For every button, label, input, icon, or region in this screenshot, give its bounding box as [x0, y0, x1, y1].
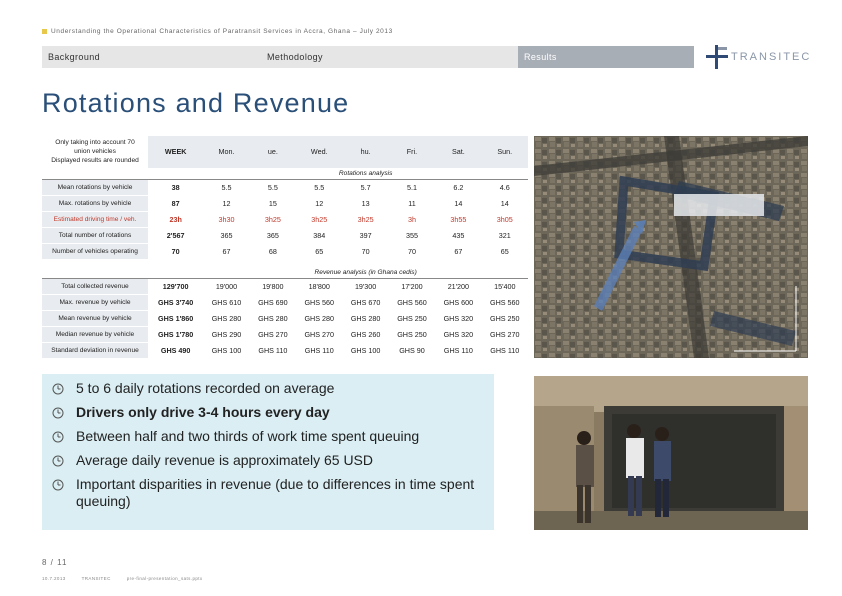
day-value: 15'400	[482, 278, 528, 294]
bullet-item	[52, 476, 484, 510]
week-value: GHS 1'860	[148, 310, 203, 326]
day-value: 365	[203, 227, 249, 243]
day-value: 19'300	[342, 278, 388, 294]
day-value: GHS 280	[296, 310, 342, 326]
table-note-line: union vehicles	[74, 148, 116, 156]
day-value: GHS 250	[389, 326, 435, 342]
street-photo	[534, 376, 808, 530]
day-value: GHS 560	[482, 294, 528, 310]
day-value: 3h25	[250, 211, 296, 227]
day-value: GHS 110	[482, 342, 528, 358]
bullet-item	[52, 452, 484, 469]
table-section-row	[42, 267, 528, 278]
bullet-text: Average daily revenue is approximately 65 USD	[76, 452, 374, 468]
day-value: GHS 560	[389, 294, 435, 310]
aerial-map-image	[534, 136, 808, 358]
day-value: GHS 560	[296, 294, 342, 310]
day-value: 321	[482, 227, 528, 243]
document-title-text: Understanding the Operational Characteristics of Paratransit Services in Accra, Ghana – July 2013	[51, 28, 393, 35]
section-title: Revenue analysis (in Ghana cedis)	[203, 267, 528, 278]
page-title: Rotations and Revenue	[42, 88, 350, 118]
bullet-item	[52, 380, 484, 397]
day-value: 3h30	[203, 211, 249, 227]
section-spacer	[42, 168, 148, 179]
row-label: Standard deviation in revenue	[42, 342, 148, 358]
day-value: GHS 110	[296, 342, 342, 358]
week-value: 23h	[148, 211, 203, 227]
day-value: 384	[296, 227, 342, 243]
table-note-line: Displayed results are rounded	[51, 157, 139, 165]
table-spacer-row	[42, 259, 528, 267]
day-value: GHS 270	[482, 326, 528, 342]
column-header: Mon.	[203, 136, 249, 168]
row-label: Median revenue by vehicle	[42, 326, 148, 342]
table-row	[42, 243, 528, 259]
day-value: 3h05	[482, 211, 528, 227]
day-value: 13	[342, 195, 388, 211]
column-header: hu.	[342, 136, 388, 168]
week-value: 87	[148, 195, 203, 211]
week-value: 38	[148, 179, 203, 195]
day-value: 3h55	[435, 211, 481, 227]
doc-title-marker-icon	[42, 29, 47, 34]
row-label: Total number of rotations	[42, 227, 148, 243]
footer-filename: pre-final-presentation_sats.pptx	[126, 576, 203, 581]
day-value: GHS 250	[389, 310, 435, 326]
day-value: 14	[435, 195, 481, 211]
day-value: 65	[296, 243, 342, 259]
table-header-row	[42, 136, 528, 168]
bullet-clock-icon	[52, 431, 64, 443]
day-value: GHS 290	[203, 326, 249, 342]
table-row	[42, 326, 528, 342]
day-value: 5.5	[250, 179, 296, 195]
day-value: 5.5	[296, 179, 342, 195]
day-value: GHS 100	[203, 342, 249, 358]
table-row	[42, 294, 528, 310]
section-spacer	[148, 267, 203, 278]
day-value: 12	[203, 195, 249, 211]
row-label: Mean rotations by vehicle	[42, 179, 148, 195]
day-value: GHS 110	[435, 342, 481, 358]
column-header: WEEK	[148, 136, 203, 168]
footer-company: TRANSITEC	[81, 576, 111, 581]
day-value: 21'200	[435, 278, 481, 294]
tab-background[interactable]: Background	[42, 46, 212, 68]
day-value: 11	[389, 195, 435, 211]
day-value: GHS 270	[296, 326, 342, 342]
bullet-item	[52, 404, 484, 421]
footer	[42, 576, 203, 581]
section-title: Rotations analysis	[203, 168, 528, 179]
transitec-logo-icon	[706, 45, 728, 69]
section-tabs	[42, 46, 694, 68]
day-value: 14	[482, 195, 528, 211]
day-value: GHS 280	[203, 310, 249, 326]
key-findings-box	[42, 374, 494, 530]
section-spacer	[148, 168, 203, 179]
day-value: 19'800	[250, 278, 296, 294]
day-value: 6.2	[435, 179, 481, 195]
day-value: 5.7	[342, 179, 388, 195]
day-value: GHS 100	[342, 342, 388, 358]
week-value: 2'567	[148, 227, 203, 243]
street-photo-image	[534, 376, 808, 530]
week-value: GHS 3'740	[148, 294, 203, 310]
bullet-item	[52, 428, 484, 445]
bullet-clock-icon	[52, 455, 64, 467]
column-header: Fri.	[389, 136, 435, 168]
day-value: 4.6	[482, 179, 528, 195]
spacer-cell	[42, 259, 528, 267]
bullet-text: Important disparities in revenue (due to differences in time spent queuing)	[76, 476, 475, 509]
column-header: Sun.	[482, 136, 528, 168]
page-number: 8 / 11	[42, 558, 68, 567]
bullet-text: Drivers only drive 3-4 hours every day	[76, 404, 330, 420]
footer-date: 10.7.2013	[42, 576, 66, 581]
day-value: GHS 280	[250, 310, 296, 326]
day-value: 3h25	[296, 211, 342, 227]
table-section-row	[42, 168, 528, 179]
transitec-logo	[706, 42, 816, 72]
logo-text: TRANSITEC	[731, 51, 812, 63]
day-value: 355	[389, 227, 435, 243]
table-note-line: Only taking into account 70	[55, 139, 135, 147]
table-row	[42, 195, 528, 211]
day-value: 65	[482, 243, 528, 259]
bullet-clock-icon	[52, 383, 64, 395]
row-label: Max. rotations by vehicle	[42, 195, 148, 211]
table-row	[42, 211, 528, 227]
day-value: 70	[342, 243, 388, 259]
bullet-clock-icon	[52, 479, 64, 491]
document-title	[42, 28, 393, 35]
data-table	[42, 136, 528, 359]
day-value: GHS 280	[342, 310, 388, 326]
day-value: 397	[342, 227, 388, 243]
bullet-text: Between half and two thirds of work time spent queuing	[76, 428, 420, 444]
day-value: GHS 320	[435, 310, 481, 326]
day-value: 19'000	[203, 278, 249, 294]
row-label: Max. revenue by vehicle	[42, 294, 148, 310]
bullet-text: 5 to 6 daily rotations recorded on average	[76, 380, 335, 396]
day-value: GHS 260	[342, 326, 388, 342]
day-value: 5.1	[389, 179, 435, 195]
day-value: GHS 110	[250, 342, 296, 358]
table-row	[42, 179, 528, 195]
aerial-map-photo	[534, 136, 808, 358]
day-value: 3h25	[342, 211, 388, 227]
tab-methodology[interactable]: Methodology	[212, 46, 518, 68]
week-value: GHS 490	[148, 342, 203, 358]
day-value: 15	[250, 195, 296, 211]
day-value: 12	[296, 195, 342, 211]
day-value: GHS 250	[482, 310, 528, 326]
day-value: 70	[389, 243, 435, 259]
day-value: GHS 320	[435, 326, 481, 342]
day-value: GHS 670	[342, 294, 388, 310]
row-label: Total collected revenue	[42, 278, 148, 294]
table-row	[42, 342, 528, 358]
table-note	[42, 136, 148, 168]
tab-results[interactable]: Results	[518, 46, 694, 68]
day-value: 365	[250, 227, 296, 243]
table-row	[42, 227, 528, 243]
week-value: 70	[148, 243, 203, 259]
day-value: 67	[203, 243, 249, 259]
column-header: ue.	[250, 136, 296, 168]
rotations-revenue-table	[42, 136, 528, 368]
week-value: 129'700	[148, 278, 203, 294]
section-spacer	[42, 267, 148, 278]
day-value: 17'200	[389, 278, 435, 294]
row-label: Number of vehicles operating	[42, 243, 148, 259]
day-value: GHS 600	[435, 294, 481, 310]
column-header: Sat.	[435, 136, 481, 168]
row-label: Estimated driving time / veh.	[42, 211, 148, 227]
row-label: Mean revenue by vehicle	[42, 310, 148, 326]
day-value: GHS 690	[250, 294, 296, 310]
day-value: 68	[250, 243, 296, 259]
table-row	[42, 278, 528, 294]
day-value: GHS 610	[203, 294, 249, 310]
day-value: GHS 90	[389, 342, 435, 358]
day-value: 435	[435, 227, 481, 243]
day-value: GHS 270	[250, 326, 296, 342]
day-value: 3h	[389, 211, 435, 227]
day-value: 5.5	[203, 179, 249, 195]
day-value: 67	[435, 243, 481, 259]
day-value: 18'800	[296, 278, 342, 294]
bullet-clock-icon	[52, 407, 64, 419]
week-value: GHS 1'780	[148, 326, 203, 342]
column-header: Wed.	[296, 136, 342, 168]
table-row	[42, 310, 528, 326]
